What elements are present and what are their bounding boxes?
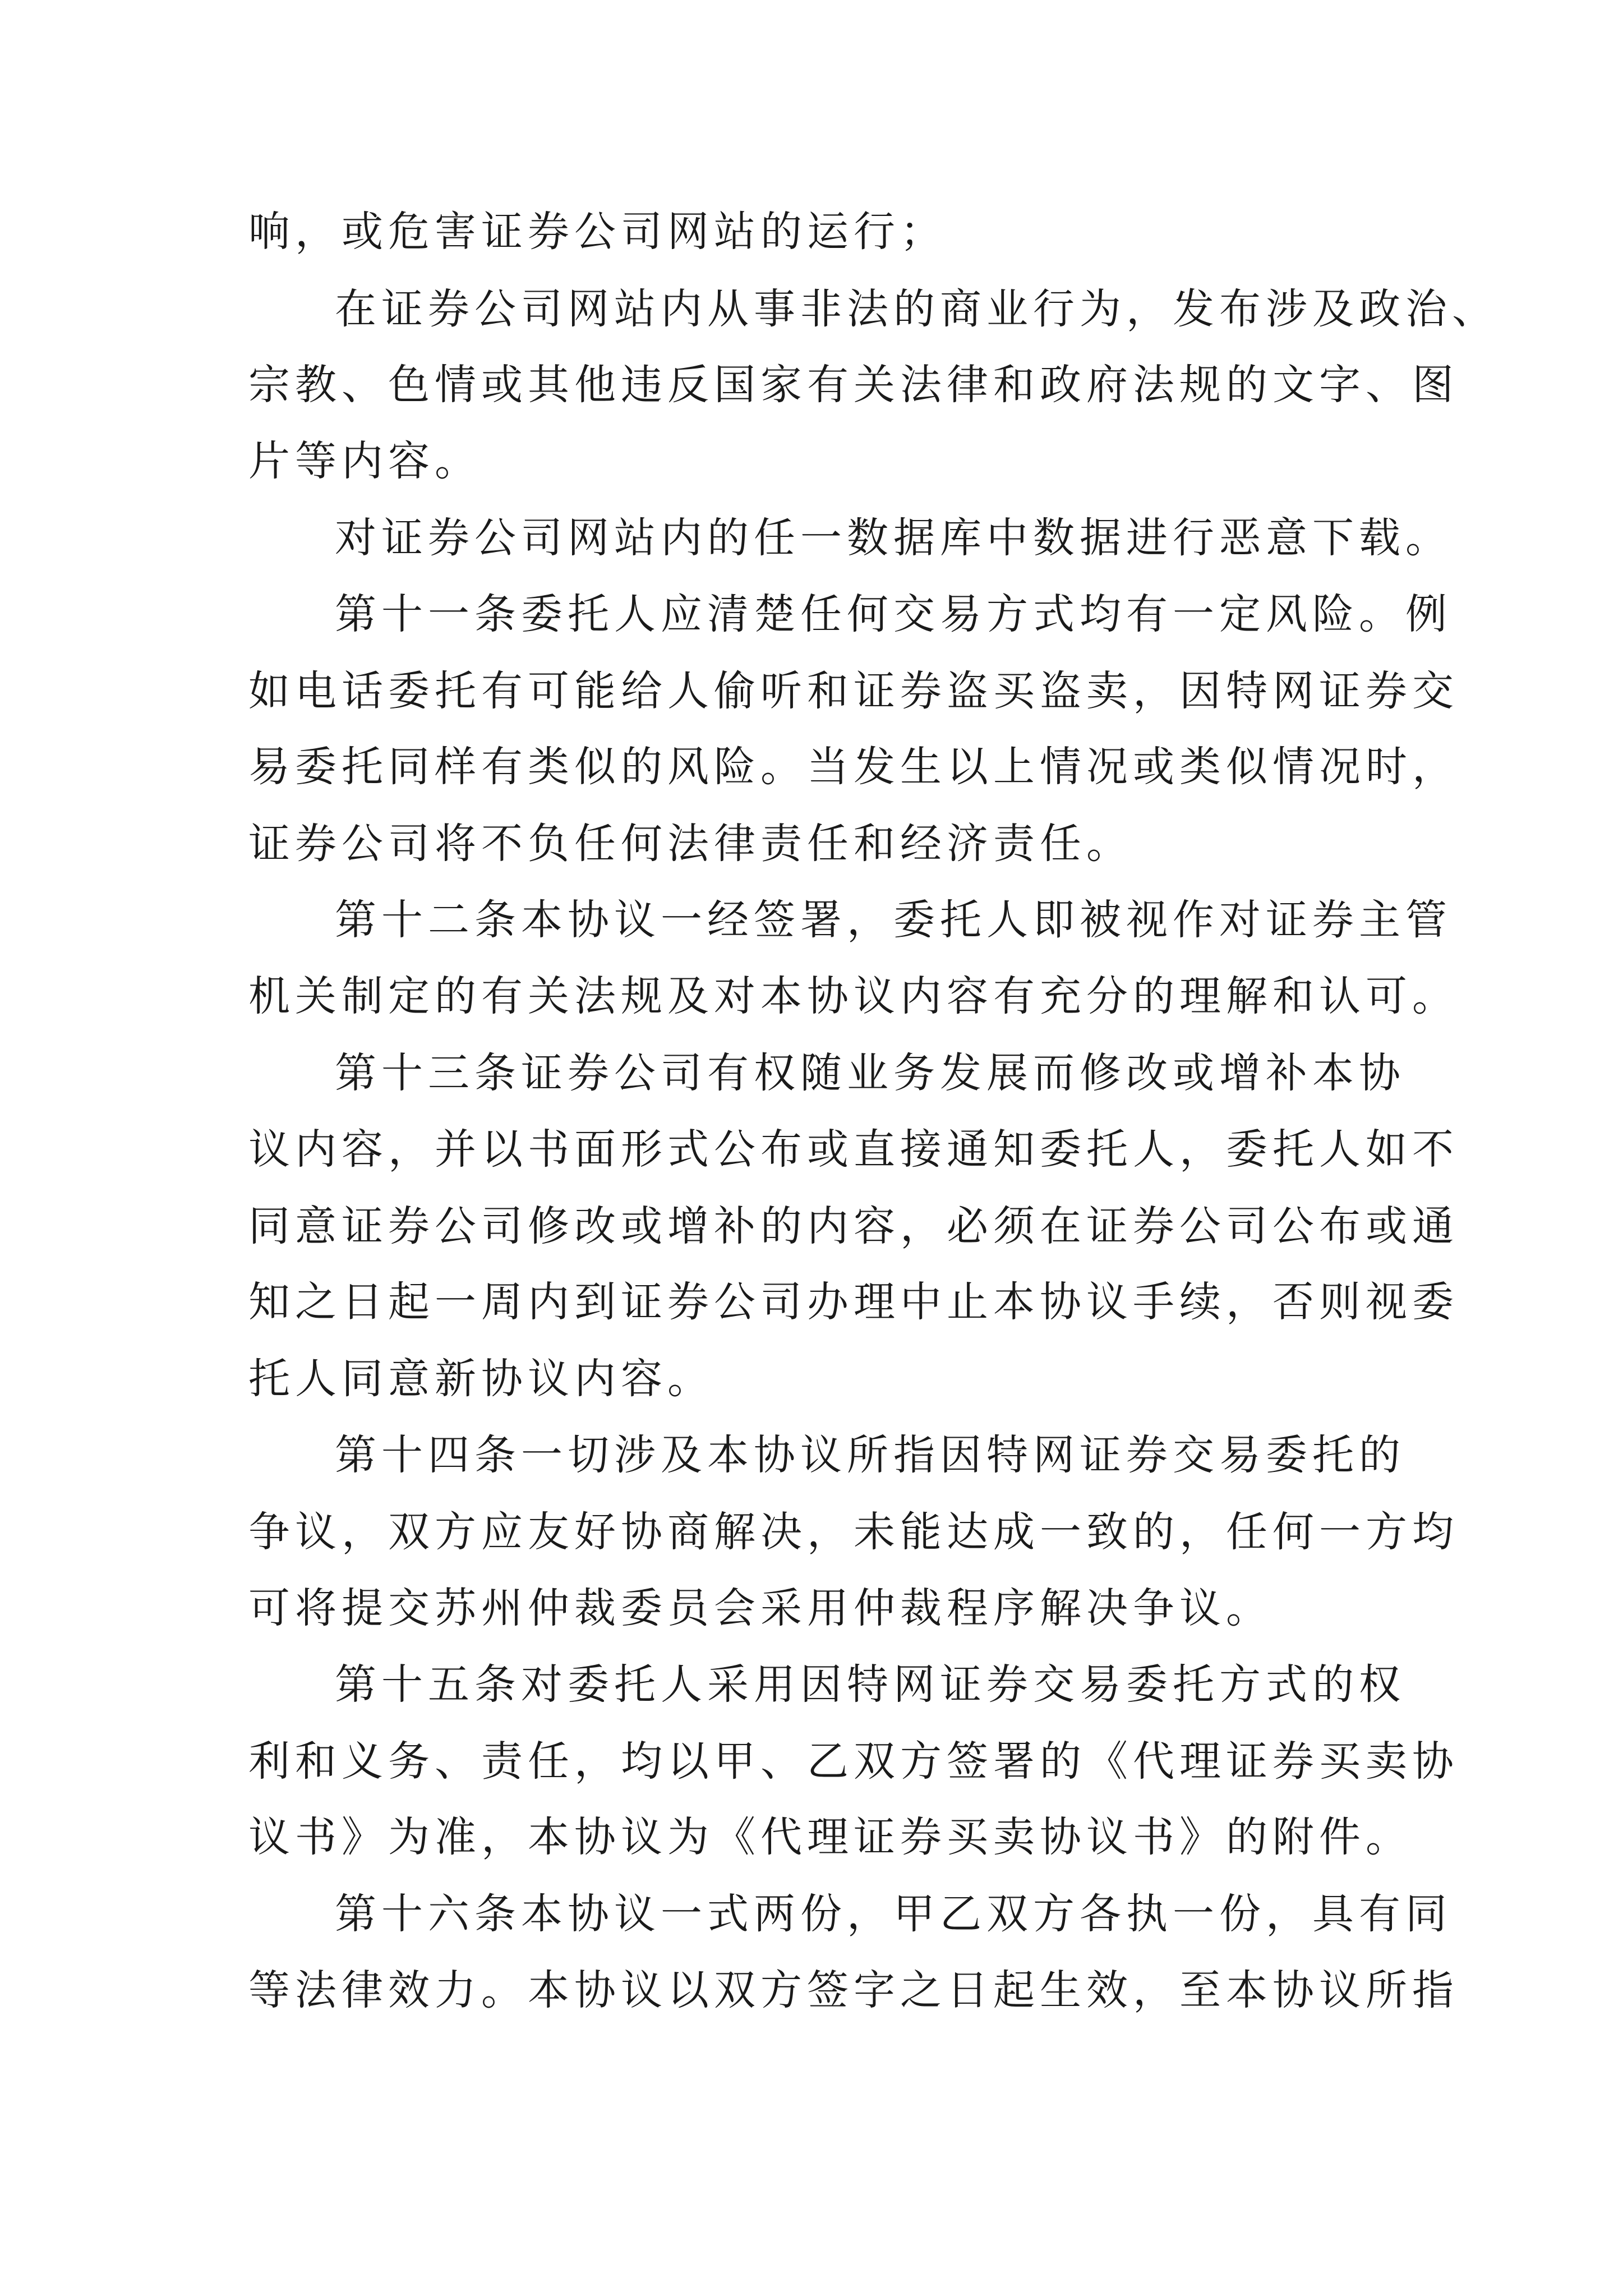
text-line: 托人同意新协议内容。 [248, 1355, 714, 1403]
text-line: 等法律效力。本协议以双方签字之日起生效，至本协议所指 [248, 1966, 1459, 2014]
text-line: 第十一条委托人应清楚任何交易方式均有一定风险。例 [335, 590, 1452, 638]
text-line: 响，或危害证券公司网站的运行； [248, 208, 947, 256]
text-line: 证券公司将不负任何法律责任和经济责任。 [248, 820, 1133, 868]
text-line: 知之日起一周内到证券公司办理中止本协议手续，否则视委 [248, 1278, 1459, 1326]
text-line: 议内容，并以书面形式公布或直接通知委托人，委托人如不 [248, 1125, 1459, 1174]
text-line: 机关制定的有关法规及对本协议内容有充分的理解和认可。 [248, 972, 1459, 1020]
text-line: 可将提交苏州仲裁委员会采用仲裁程序解决争议。 [248, 1584, 1272, 1632]
text-line: 第十四条一切涉及本协议所指因特网证券交易委托的 [335, 1431, 1405, 1479]
text-line: 对证券公司网站内的任一数据库中数据进行恶意下载。 [335, 514, 1452, 562]
text-line: 利和义务、责任，均以甲、乙双方签署的《代理证券买卖协 [248, 1737, 1459, 1786]
text-line: 如电话委托有可能给人偷听和证券盗买盗卖，因特网证券交 [248, 667, 1459, 715]
text-line: 宗教、色情或其他违反国家有关法律和政府法规的文字、图 [248, 361, 1459, 409]
text-line: 争议，双方应友好协商解决，未能达成一致的，任何一方均 [248, 1508, 1459, 1556]
text-line: 在证券公司网站内从事非法的商业行为，发布涉及政治、 [335, 285, 1498, 333]
text-line: 议书》为准，本协议为《代理证券买卖协议书》的附件。 [248, 1813, 1412, 1861]
text-line: 同意证券公司修改或增补的内容，必须在证券公司公布或通 [248, 1202, 1459, 1250]
text-line: 易委托同样有类似的风险。当发生以上情况或类似情况时， [248, 743, 1459, 791]
text-line: 第十五条对委托人采用因特网证券交易委托方式的权 [335, 1660, 1405, 1709]
text-line: 第十二条本协议一经签署，委托人即被视作对证券主管 [335, 896, 1452, 944]
text-line: 第十六条本协议一式两份，甲乙双方各执一份，具有同 [335, 1890, 1452, 1938]
text-line: 第十三条证券公司有权随业务发展而修改或增补本协 [335, 1049, 1405, 1097]
text-line: 片等内容。 [248, 437, 481, 485]
